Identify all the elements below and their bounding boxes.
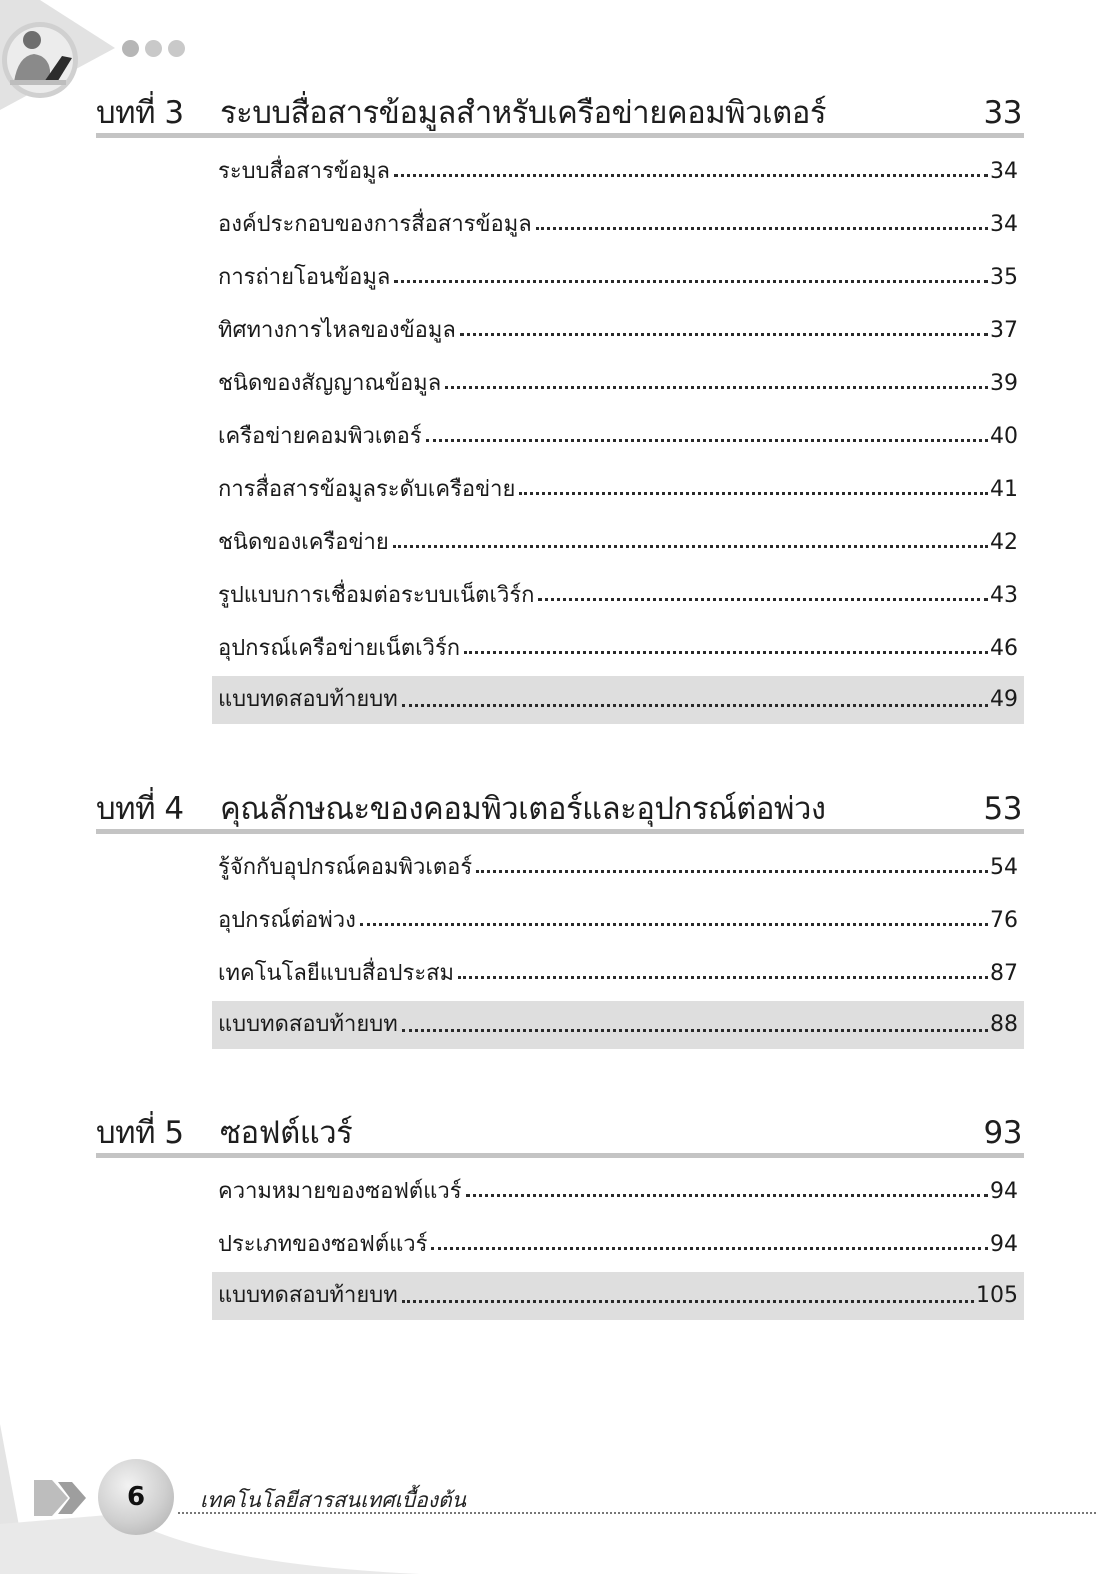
entry-title: เทคโนโลยีแบบสื่อประสม <box>218 961 455 986</box>
entry-page: 54 <box>990 855 1018 880</box>
dot-leader <box>394 280 988 283</box>
entry-title: อุปกรณ์ต่อพ่วง <box>218 908 356 933</box>
toc-entry[interactable] <box>212 138 1024 191</box>
book-title: เทคโนโลยีสารสนเทศเบื้องต้น <box>200 1488 466 1512</box>
dot-leader <box>402 1300 974 1303</box>
dot-leader <box>445 386 988 389</box>
toc-entry[interactable] <box>212 297 1024 350</box>
chapter-label: บทที่ 4 <box>96 791 184 827</box>
chapter-3 <box>96 85 1024 724</box>
entry-title: อุปกรณ์เครือข่ายเน็ตเวิร์ก <box>218 636 461 661</box>
entry-page: 76 <box>990 908 1018 933</box>
chapter-label: บทที่ 5 <box>96 1115 184 1151</box>
toc-entries <box>212 1158 1024 1320</box>
dot-leader <box>460 333 988 336</box>
toc-entry[interactable] <box>212 456 1024 509</box>
chapter-page-number: 53 <box>983 791 1022 827</box>
chapter-heading <box>96 781 1024 834</box>
entry-title: ประเภทของซอฟต์แวร์ <box>218 1232 428 1257</box>
entry-page: 35 <box>990 265 1018 290</box>
entry-page: 37 <box>990 318 1018 343</box>
toc-entry[interactable] <box>212 244 1024 297</box>
entry-page: 87 <box>990 961 1018 986</box>
dot-leader <box>538 598 988 601</box>
chapter-4 <box>96 781 1024 1049</box>
entry-title: ระบบสื่อสารข้อมูล <box>218 159 391 184</box>
entry-page: 88 <box>990 1012 1018 1037</box>
entry-title: เครือข่ายคอมพิวเตอร์ <box>218 424 422 449</box>
toc-entry[interactable] <box>212 887 1024 940</box>
entry-page: 94 <box>990 1179 1018 1204</box>
toc-entry-quiz[interactable] <box>212 1001 1024 1049</box>
entry-page: 42 <box>990 530 1018 555</box>
entry-title: ทิศทางการไหลของข้อมูล <box>218 318 456 343</box>
toc-entry[interactable] <box>212 191 1024 244</box>
chapter-page-number: 93 <box>983 1115 1022 1151</box>
dot-leader <box>394 174 988 177</box>
entry-title: องค์ประกอบของการสื่อสารข้อมูล <box>218 212 532 237</box>
header-dots <box>122 40 185 57</box>
toc-entry-quiz[interactable] <box>212 1272 1024 1320</box>
entry-title: แบบทดสอบท้ายบท <box>218 1283 398 1308</box>
entry-title: ชนิดของเครือข่าย <box>218 530 389 555</box>
chapter-title: ซอฟต์แวร์ <box>220 1115 353 1151</box>
entry-page: 34 <box>990 159 1018 184</box>
dot-leader <box>426 439 988 442</box>
toc-entries <box>212 138 1024 724</box>
dot-leader <box>360 923 988 926</box>
chapter-title: คุณลักษณะของคอมพิวเตอร์และอุปกรณ์ต่อพ่วง <box>220 791 826 827</box>
dot-leader <box>466 1194 988 1197</box>
entry-page: 41 <box>990 477 1018 502</box>
entry-page: 34 <box>990 212 1018 237</box>
entry-page: 40 <box>990 424 1018 449</box>
toc-entry[interactable] <box>212 1211 1024 1264</box>
entry-title: ความหมายของซอฟต์แวร์ <box>218 1179 462 1204</box>
toc-entry[interactable] <box>212 834 1024 887</box>
chapter-heading <box>96 1105 1024 1158</box>
entry-page: 46 <box>990 636 1018 661</box>
dot-leader <box>402 1029 988 1032</box>
dot-leader <box>464 651 988 654</box>
entry-title: รูปแบบการเชื่อมต่อระบบเน็ตเวิร์ก <box>218 583 535 608</box>
dot-leader <box>402 704 988 707</box>
toc-entry[interactable] <box>212 562 1024 615</box>
toc-entry-quiz[interactable] <box>212 676 1024 724</box>
toc-entry[interactable] <box>212 509 1024 562</box>
dot-leader <box>431 1247 988 1250</box>
chapter-page-number: 33 <box>983 95 1022 131</box>
entry-title: แบบทดสอบท้ายบท <box>218 1012 398 1037</box>
toc-entry[interactable] <box>212 350 1024 403</box>
dot-leader <box>519 492 988 495</box>
toc-entry[interactable] <box>212 940 1024 993</box>
dot-leader <box>393 545 988 548</box>
entry-page: 94 <box>990 1232 1018 1257</box>
double-arrow-icon <box>34 1480 86 1516</box>
entry-title: การถ่ายโอนข้อมูล <box>218 265 391 290</box>
dot-leader <box>536 227 988 230</box>
toc-entry[interactable] <box>212 403 1024 456</box>
entry-title: ชนิดของสัญญาณข้อมูล <box>218 371 442 396</box>
entry-page: 49 <box>990 687 1018 712</box>
toc-entries <box>212 834 1024 1049</box>
page-number-badge: 6 <box>98 1459 174 1535</box>
dot-leader <box>458 976 988 979</box>
entry-page: 39 <box>990 371 1018 396</box>
entry-page: 43 <box>990 583 1018 608</box>
toc-entry[interactable] <box>212 1158 1024 1211</box>
entry-title: รู้จักกับอุปกรณ์คอมพิวเตอร์ <box>218 855 473 880</box>
chapter-heading <box>96 85 1024 138</box>
toc-entry[interactable] <box>212 615 1024 668</box>
chapter-title: ระบบสื่อสารข้อมูลสำหรับเครือข่ายคอมพิวเตอร์ <box>220 95 826 131</box>
chapter-label: บทที่ 3 <box>96 95 184 131</box>
entry-title: การสื่อสารข้อมูลระดับเครือข่าย <box>218 477 516 502</box>
dot-leader <box>476 870 988 873</box>
entry-title: แบบทดสอบท้ายบท <box>218 687 398 712</box>
chapter-5 <box>96 1105 1024 1320</box>
entry-page: 105 <box>976 1283 1018 1308</box>
